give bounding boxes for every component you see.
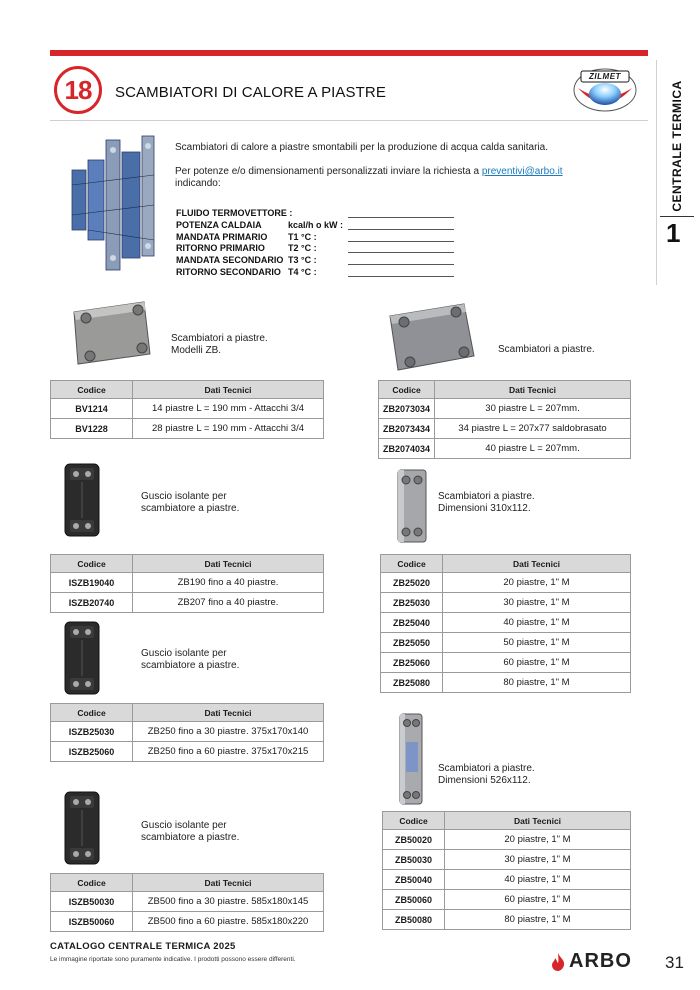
table-row	[379, 419, 631, 439]
col-header-tech: Dati Tecnici	[445, 812, 631, 830]
block-caption: Guscio isolante per scambiatore a piastre.	[141, 491, 240, 514]
table-row	[381, 573, 631, 593]
col-header-code: Codice	[51, 381, 133, 399]
tech-data-cell: ZB207 fino a 40 piastre.	[133, 593, 324, 613]
col-header-code: Codice	[383, 812, 445, 830]
form-input-line[interactable]	[348, 229, 454, 230]
spec-table-bv	[50, 380, 324, 439]
product-code-cell: ZB50080	[383, 910, 445, 930]
block-caption: Scambiatori a piastre. Dimensioni 310x112.	[438, 491, 535, 514]
form-label: FLUIDO TERMOVETTORE :	[176, 208, 293, 218]
spec-table-zb207	[378, 380, 631, 459]
tech-data-cell: 30 piastre L = 207mm.	[435, 399, 631, 419]
tech-data-cell: 80 piastre, 1" M	[445, 910, 631, 930]
product-code-cell: ISZB50060	[51, 912, 133, 932]
table-row	[381, 673, 631, 693]
block-caption: Scambiatori a piastre. Dimensioni 526x112.	[438, 763, 535, 786]
brazed-exchanger-vertical-image	[392, 466, 432, 546]
product-code-cell: ZB25030	[381, 593, 443, 613]
insulating-shell-image	[62, 790, 102, 866]
side-section-number: 1	[666, 218, 681, 248]
table-row	[51, 573, 324, 593]
tech-data-cell: 60 piastre, 1" M	[443, 653, 631, 673]
col-header-tech: Dati Tecnici	[133, 874, 324, 892]
product-code-cell: BV1214	[51, 399, 133, 419]
table-row	[381, 593, 631, 613]
col-header-tech: Dati Tecnici	[133, 704, 324, 722]
side-rule	[660, 216, 694, 217]
tech-data-cell: ZB250 fino a 30 piastre. 375x170x140	[133, 722, 324, 742]
product-code-cell: ZB50020	[383, 830, 445, 850]
block-caption: Scambiatori a piastre.	[498, 344, 595, 355]
table-row	[381, 633, 631, 653]
brazed-exchanger-tall-image	[396, 712, 426, 806]
col-header-code: Codice	[381, 555, 443, 573]
form-unit: T1 °C :	[288, 231, 317, 242]
product-code-cell: ZB2074034	[379, 439, 435, 459]
form-label: RITORNO SECONDARIO	[176, 267, 281, 277]
intro-line-2: Per potenze e/o dimensionamenti personalizzati inviare la richiesta a preventivi@arbo.it indicando:	[175, 166, 563, 189]
spec-table-iszb-250	[50, 703, 324, 762]
product-code-cell: ISZB25060	[51, 742, 133, 762]
product-code-cell: ISZB19040	[51, 573, 133, 593]
col-header-tech: Dati Tecnici	[443, 555, 631, 573]
spec-table-zb250	[380, 554, 631, 693]
table-row	[383, 870, 631, 890]
intro-line-1: Scambiatori di calore a piastre smontabili per la produzione di acqua calda sanitaria.	[175, 142, 548, 153]
form-unit: kcal/h o kW :	[288, 219, 344, 230]
form-input-line[interactable]	[348, 264, 454, 265]
tech-data-cell: 20 piastre, 1" M	[445, 830, 631, 850]
col-header-tech: Dati Tecnici	[435, 381, 631, 399]
product-code-cell: ZB25040	[381, 613, 443, 633]
spec-table-iszb-190	[50, 554, 324, 613]
table-row	[383, 910, 631, 930]
table-row	[381, 613, 631, 633]
table-row	[379, 399, 631, 419]
side-divider	[656, 60, 657, 285]
tech-data-cell: 20 piastre, 1" M	[443, 573, 631, 593]
product-code-cell: ZB25060	[381, 653, 443, 673]
block-caption: Guscio isolante per scambiatore a piastre.	[141, 820, 240, 843]
insulating-shell-image	[62, 620, 102, 696]
form-unit: T3 °C :	[288, 255, 317, 266]
tech-data-cell: 30 piastre, 1" M	[445, 850, 631, 870]
form-input-line[interactable]	[348, 276, 454, 277]
header-divider	[50, 120, 648, 121]
arbo-logo-text: ARBO	[569, 950, 632, 972]
table-row	[381, 653, 631, 673]
col-header-tech: Dati Tecnici	[133, 381, 324, 399]
form-input-line[interactable]	[348, 241, 454, 242]
form-label: RITORNO PRIMARIO	[176, 243, 265, 254]
product-code-cell: ISZB25030	[51, 722, 133, 742]
tech-data-cell: 60 piastre, 1" M	[445, 890, 631, 910]
col-header-code: Codice	[379, 381, 435, 399]
product-code-cell: ZB2073034	[379, 399, 435, 419]
table-row	[383, 850, 631, 870]
form-label: MANDATA PRIMARIO	[176, 231, 268, 242]
product-code-cell: ZB25080	[381, 673, 443, 693]
table-row	[379, 439, 631, 459]
tech-data-cell: ZB250 fino a 60 piastre. 375x170x215	[133, 742, 324, 762]
tech-data-cell: 30 piastre, 1" M	[443, 593, 631, 613]
tech-data-cell: 40 piastre, 1" M	[445, 870, 631, 890]
table-row	[51, 912, 324, 932]
product-code-cell: BV1228	[51, 419, 133, 439]
tech-data-cell: 50 piastre, 1" M	[443, 633, 631, 653]
brazed-exchanger-image	[66, 298, 156, 368]
brazed-exchanger-image	[384, 298, 480, 374]
table-row	[51, 419, 324, 439]
table-row	[51, 399, 324, 419]
tech-data-cell: ZB190 fino a 40 piastre.	[133, 573, 324, 593]
table-row	[51, 892, 324, 912]
product-code-cell: ZB2073434	[379, 419, 435, 439]
page-number: 31	[665, 953, 684, 972]
plate-heat-exchanger-image	[64, 130, 164, 280]
section-number-badge: 18	[54, 66, 102, 114]
table-row	[51, 742, 324, 762]
tech-data-cell: 80 piastre, 1" M	[443, 673, 631, 693]
tech-data-cell: 34 piastre L = 207x77 saldobrasato	[435, 419, 631, 439]
header-red-bar	[50, 50, 648, 56]
tech-data-cell: 40 piastre, 1" M	[443, 613, 631, 633]
page-title: SCAMBIATORI DI CALORE A PIASTRE	[115, 84, 386, 101]
col-header-code: Codice	[51, 874, 133, 892]
form-label: POTENZA CALDAIA	[176, 219, 262, 230]
product-code-cell: ZB50040	[383, 870, 445, 890]
form-label: MANDATA SECONDARIO	[176, 255, 284, 266]
insulating-shell-image	[62, 462, 102, 538]
tech-data-cell: ZB500 fino a 30 piastre. 585x180x145	[133, 892, 324, 912]
col-header-code: Codice	[51, 704, 133, 722]
tech-data-cell: 14 piastre L = 190 mm - Attacchi 3/4	[133, 399, 324, 419]
spec-table-iszb-500	[50, 873, 324, 932]
form-unit: T4 °C :	[288, 267, 317, 277]
block-caption: Guscio isolante per scambiatore a piastre.	[141, 648, 240, 671]
form-input-line[interactable]	[348, 217, 454, 218]
product-code-cell: ZB25050	[381, 633, 443, 653]
side-section-title: CENTRALE TERMICA	[670, 79, 684, 212]
table-row	[51, 593, 324, 613]
arbo-logo	[550, 950, 632, 973]
product-code-cell: ZB25020	[381, 573, 443, 593]
spec-table-zb500	[382, 811, 631, 930]
email-link[interactable]: preventivi@arbo.it	[481, 166, 563, 177]
product-code-cell: ZB50030	[383, 850, 445, 870]
flame-icon	[550, 952, 566, 972]
tech-data-cell: 28 piastre L = 190 mm - Attacchi 3/4	[133, 419, 324, 439]
catalog-title: CATALOGO CENTRALE TERMICA 2025	[50, 941, 236, 952]
block-caption: Scambiatori a piastre. Modelli ZB.	[171, 333, 268, 356]
col-header-tech: Dati Tecnici	[133, 555, 324, 573]
product-code-cell: ISZB50030	[51, 892, 133, 912]
zilmet-logo-text: ZILMET	[589, 72, 621, 81]
disclaimer-note: Le immagine riportate sono puramente indicative. I prodotti possono essere differenti.	[50, 956, 296, 963]
form-unit: T2 °C :	[288, 243, 317, 254]
table-row	[383, 890, 631, 910]
table-row	[51, 722, 324, 742]
form-input-line[interactable]	[348, 252, 454, 253]
col-header-code: Codice	[51, 555, 133, 573]
tech-data-cell: 40 piastre L = 207mm.	[435, 439, 631, 459]
zilmet-logo	[572, 66, 638, 114]
table-row	[383, 830, 631, 850]
product-code-cell: ZB50060	[383, 890, 445, 910]
tech-data-cell: ZB500 fino a 60 piastre. 585x180x220	[133, 912, 324, 932]
product-code-cell: ISZB20740	[51, 593, 133, 613]
